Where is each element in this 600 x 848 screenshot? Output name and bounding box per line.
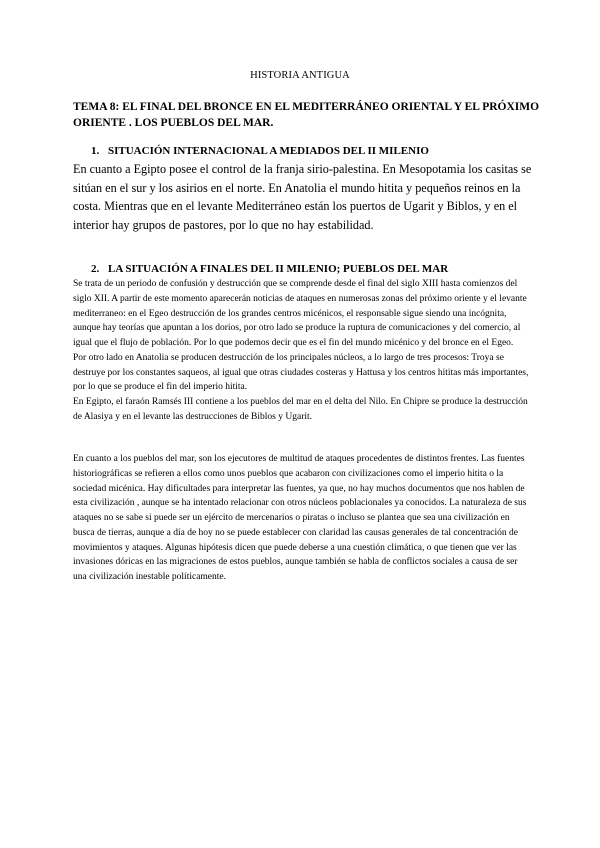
section-2-paragraph-anatolia: Por otro lado en Anatolia se producen destrucción de los principales núcleos, a lo largo de tres procesos: Troya se destruye por los constantes saqueos, al igual que otras ciudades costeras y Hattusa y los centros hititas más importantes, por lo que se produce el fin del imperio hitita.: [73, 352, 529, 393]
section-2-paragraph-egipto: En Egipto, el faraón Ramsés III contiene a los pueblos del mar en el delta del Nilo. En Chipre se produce la destrucción de Alasiya y en el levante las destrucciones de Biblos y Ugarit.: [73, 397, 528, 422]
section-1-heading-text: SITUACIÓN INTERNACIONAL A MEDIADOS DEL II MILENIO: [108, 145, 429, 157]
pueblos-del-mar-body: [73, 452, 533, 585]
section-2-paragraph-egeo: Se trata de un periodo de confusión y destrucción que se comprende desde el final del siglo XIII hasta comienzos del siglo XII. A partir de este momento aparecerán noticias de ataques en numerosas zonas del próximo oriente y el levante mediterraneo: en el Egeo destrucción de los grandes centros micénicos, el responsable sigue siendo una incógnita, aunque hay teorías que apuntan a los dorios, por otro lado se produce la ruptura de comunicaciones y del comercio, al igual que el flujo de población. Por lo que podemos decir que es el fin del mundo micénico y del bronce en el Egeo.: [73, 279, 527, 348]
section-2-heading-text: LA SITUACIÓN A FINALES DEL II MILENIO; PUEBLOS DEL MAR: [108, 263, 449, 275]
section-1-body: En cuanto a Egipto posee el control de la franja sirio-palestina. En Mesopotamia los casitas se sitúan en el sur y los asirios en el norte. En Anatolia el mundo hitita y pequeños reinos en la costa. Mientras que en el levante Mediterráneo están los puertos de Ugarit y Biblos, y en el interior hay grupos de pastores, por lo que no hay estabilidad.: [73, 162, 532, 232]
section-1-heading: [91, 145, 429, 157]
section-2-body: [73, 277, 533, 425]
section-1-number: 1.: [91, 145, 100, 157]
section-2-heading: [91, 263, 448, 275]
course-title: HISTORIA ANTIGUA: [250, 70, 350, 81]
pueblos-del-mar-paragraph: En cuanto a los pueblos del mar, son los ejecutores de multitud de ataques procedentes de distintos frentes. Las fuentes historiográficas se refieren a ellos como unos pueblos que acabaron con civilizaciones como el imperio hitita o la sociedad micénica. Hay dificultades para interpretar las fuentes, ya que, no hay muchos documentos que nos hablen de esta civilización , aunque se ha intentado relacionar con otros núcleos poblacionales ya conocidos. La naturaleza de sus ataques no se sabe si puede ser un ejército de mercenarios o piratas o incluso se plantea que sea una civilización en busca de tierras, aunque a día de hoy no se puede establecer con claridad las causas generales de tal concentración de movimientos y ataques. Algunas hipótesis dicen que puede deberse a una cuestión climática, o que tienen que ver las invasiones dóricas en las migraciones de estos pueblos, aunque también se habla de conflictos sociales a causa de ser una civilización inestable políticamente.: [73, 454, 527, 582]
section-2-number: 2.: [91, 263, 100, 275]
document-title: TEMA 8: EL FINAL DEL BRONCE EN EL MEDITERRÁNEO ORIENTAL Y EL PRÓXIMO ORIENTE . LOS PUEBLOS DEL MAR.: [73, 101, 540, 129]
